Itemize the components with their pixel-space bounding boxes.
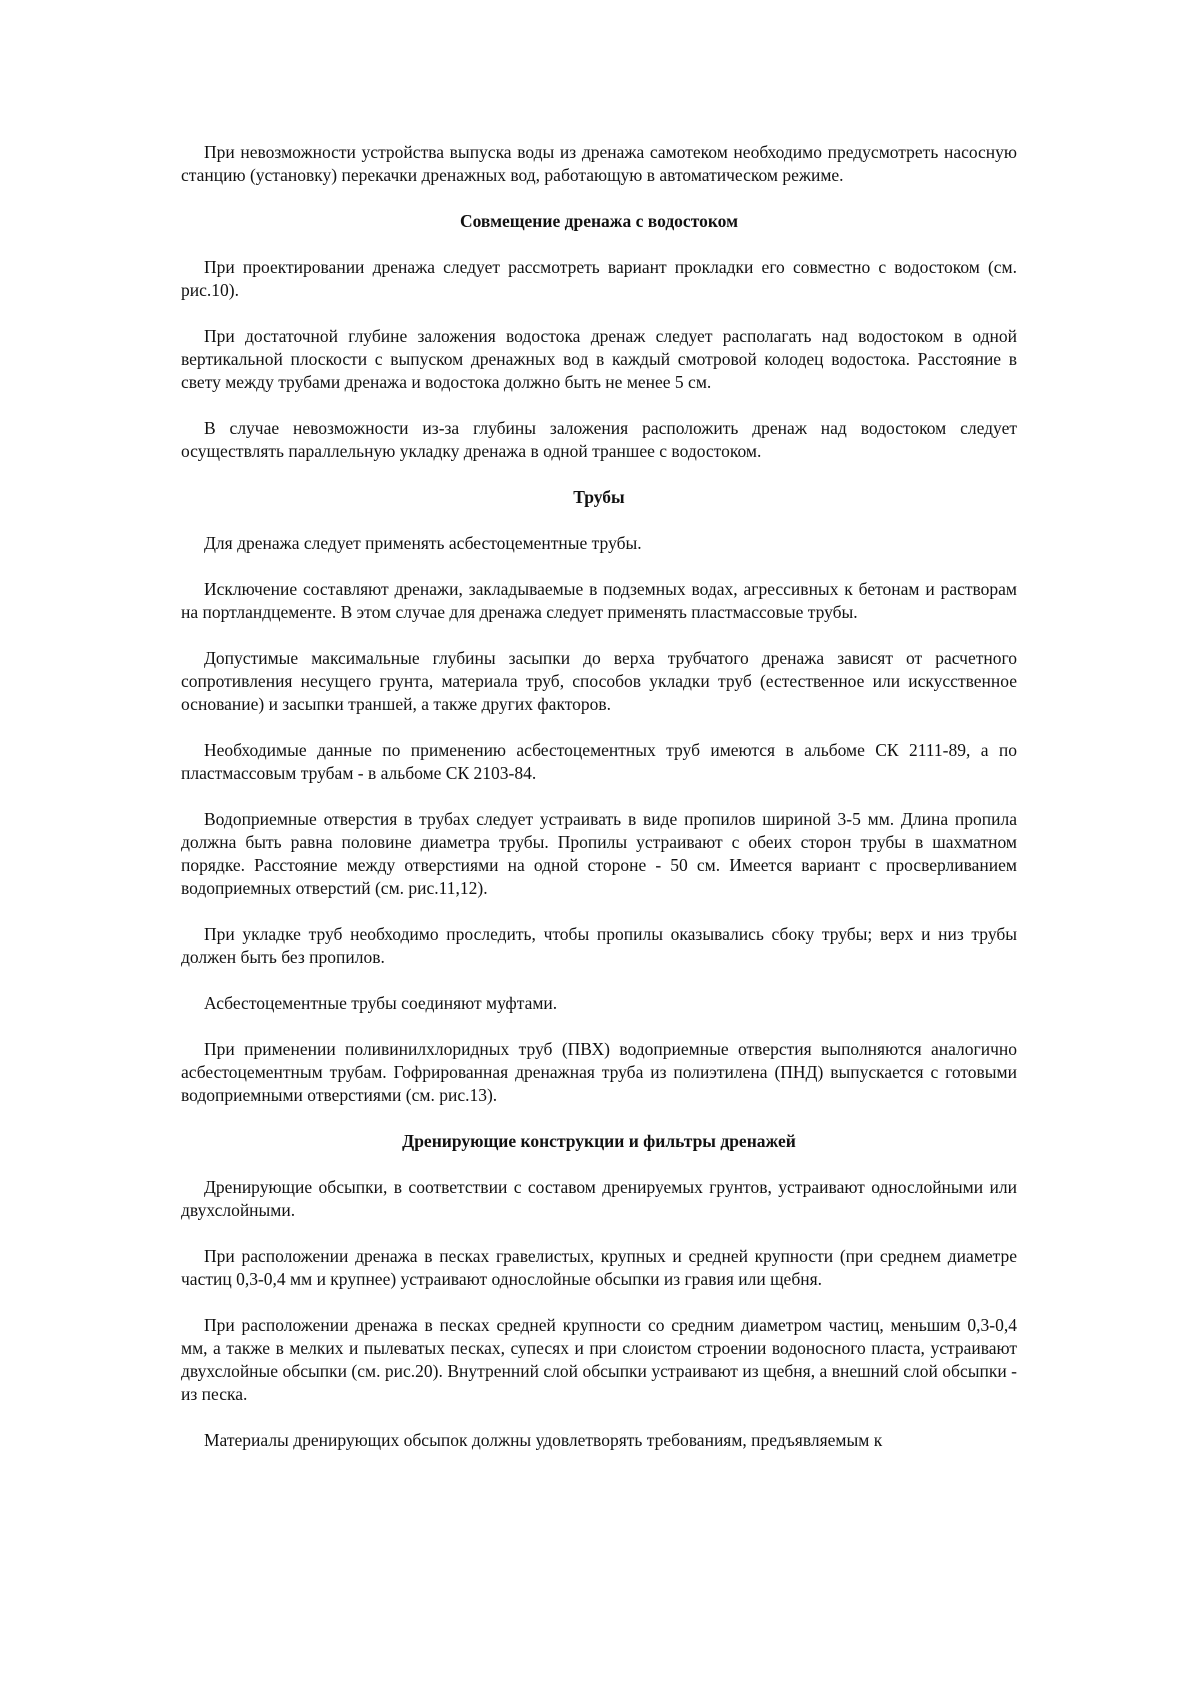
paragraph: При невозможности устройства выпуска воды из дренажа самотеком необходимо предусмотреть насосную станцию (установку) перекачки дренажных вод, работающую в автоматическом режиме.: [181, 142, 1017, 185]
paragraph: Асбестоцементные трубы соединяют муфтами.: [204, 993, 558, 1013]
paragraph: Необходимые данные по применению асбестоцементных труб имеются в альбоме СК 2111-89, а по пластмассовым трубам - в альбоме СК 2103-84.: [181, 740, 1017, 783]
paragraph: Допустимые максимальные глубины засыпки до верха трубчатого дренажа зависят от расчетного сопротивления несущего грунта, материала труб, способов укладки труб (естественное или искусственное основание) и засыпки траншей, а также других факторов.: [181, 648, 1017, 714]
paragraph: При проектировании дренажа следует рассмотреть вариант прокладки его совместно с водостоком (см. рис.10).: [181, 257, 1017, 300]
page-content: [181, 141, 1017, 1475]
paragraph: При укладке труб необходимо проследить, чтобы пропилы оказывались сбоку трубы; верх и низ трубы должен быть без пропилов.: [181, 924, 1017, 967]
section-heading-pipes: Трубы: [573, 487, 625, 507]
paragraph: Дренирующие обсыпки, в соответствии с составом дренируемых грунтов, устраивают однослойными или двухслойными.: [181, 1177, 1017, 1220]
paragraph: При расположении дренажа в песках средней крупности со средним диаметром частиц, меньшим 0,3-0,4 мм, а также в мелких и пылеватых песках, супесях и при слоистом строении водоносного пласта, устраивают двухслойные обсыпки (см. рис.20). Внутренний слой обсыпки устраивают из щебня, а внешний слой обсыпки - из песка.: [181, 1315, 1017, 1404]
paragraph: При применении поливинилхлоридных труб (ПВХ) водоприемные отверстия выполняются аналогично асбестоцементным трубам. Гофрированная дренажная труба из полиэтилена (ПНД) выпускается с готовыми водоприемными отверстиями (см. рис.13).: [181, 1039, 1017, 1105]
section-heading-drainage-with-storm-sewer: Совмещение дренажа с водостоком: [459, 211, 739, 231]
section-heading-drainage-structures-filters: Дренирующие конструкции и фильтры дренажей: [402, 1131, 796, 1151]
paragraph: Для дренажа следует применять асбестоцементные трубы.: [204, 533, 642, 553]
paragraph: Водоприемные отверстия в трубах следует устраивать в виде пропилов шириной 3-5 мм. Длина пропила должна быть равна половине диаметра трубы. Пропилы устраивают с обеих сторон трубы в шахматном порядке. Расстояние между отверстиями на одной стороне - 50 см. Имеется вариант с просверливанием водоприемных отверстий (см. рис.11,12).: [181, 809, 1017, 898]
paragraph: При расположении дренажа в песках гравелистых, крупных и средней крупности (при среднем диаметре частиц 0,3-0,4 мм и крупнее) устраивают однослойные обсыпки из гравия или щебня.: [181, 1246, 1017, 1289]
paragraph: В случае невозможности из-за глубины заложения расположить дренаж над водостоком следует осуществлять параллельную укладку дренажа в одной траншее с водостоком.: [181, 418, 1017, 461]
paragraph: Исключение составляют дренажи, закладываемые в подземных водах, агрессивных к бетонам и растворам на портландцементе. В этом случае для дренажа следует применять пластмассовые трубы.: [181, 579, 1017, 622]
paragraph: При достаточной глубине заложения водостока дренаж следует располагать над водостоком в одной вертикальной плоскости с выпуском дренажных вод в каждый смотровой колодец водостока. Расстояние в свету между трубами дренажа и водостока должно быть не менее 5 см.: [181, 326, 1017, 392]
paragraph: Материалы дренирующих обсыпок должны удовлетворять требованиям, предъявляемым к: [204, 1430, 883, 1450]
